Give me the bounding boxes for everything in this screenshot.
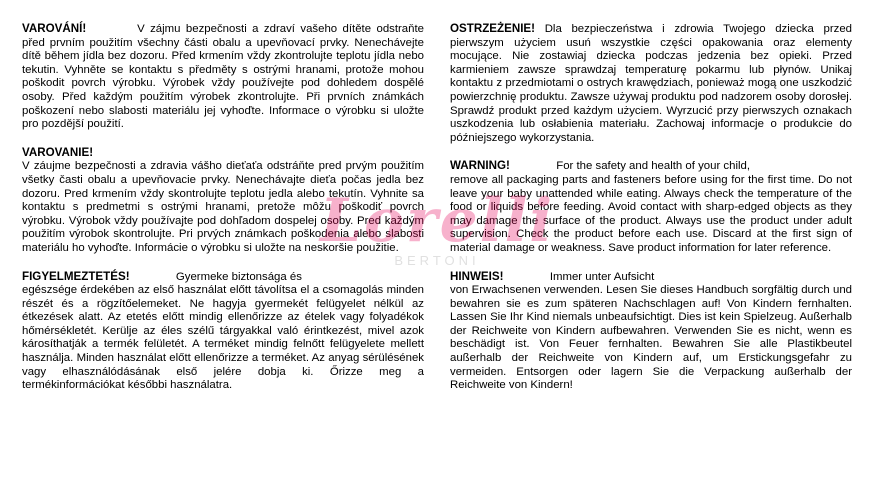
two-column-layout xyxy=(22,22,852,484)
warning-body-prefix-hu: Gyermeke biztonsága és xyxy=(175,270,302,283)
warning-body-hu: egészsége érdekében az első használat előtt távolítsa el a csomagolás minden részét és a rögzítőelemeket. Ne hagyja gyermekét felügyelet nélkül az étkezések alatt. Az etetés előtt mindig ellenőrizze az ételek vagy folyadékok hőmérsékletét. Kerülje az éles szélű tárgyakkal való érintkezést, mivel azok károsíthatják a termék felületét. A terméket mindig felnőtt felügyelete mellett használja. Minden használat előtt ellenőrizze a terméket. Az anyag sérülésének vagy elhasználódásának első jelére dobja ki. Őrizze meg a termékinformációkat későbbi használatra. xyxy=(22,284,424,392)
warning-body-sk: V záujme bezpečnosti a zdravia vášho dieťaťa odstráňte pred prvým použitím všetky časti obalu a upevňovacie prvky. Nenechávajte dieťa počas jedla bez dozoru. Pred krmením vždy skontrolujte teplotu jedla alebo tekutín. Vyhnite sa kontaktu s predmetmi s ostrými hranami, pretože môžu poškodiť povrch výrobku. Výrobok vždy používajte pod dohľadom dospelej osoby. Pred každým použitím výrobok skontrolujte. Pri prvých známkach poškodenia alebo slabosti materiálu ho vyhoďte. Informácie o výrobku si uložte na neskoršie použitie. xyxy=(22,160,424,254)
warning-block-pl xyxy=(450,22,852,145)
warning-block-hu xyxy=(22,270,424,393)
warning-body-pl: Dla bezpieczeństwa i zdrowia Twojego dziecka przed pierwszym użyciem usuń wszystkie części opakowania oraz elementy mocujące. Nie zostawiaj dziecka podczas jedzenia bez opieki. Przed karmieniem zawsze sprawdzaj temperaturę pokarmu lub płynów. Unikaj kontaktu z przedmiotami o ostrych krawędziach, ponieważ mogą one uszkodzić powierzchnię produktu. Zawsze używaj produktu pod nadzorem osoby dorosłej. Sprawdź produkt przed każdym użyciem. Wyrzucić przy pierwszych oznakach uszkodzenia lub osłabienia materiału. Zachowaj informacje o produkcie do późniejszego wykorzystania. xyxy=(450,23,852,144)
warning-heading-cs: VAROVÁNÍ! xyxy=(22,22,87,35)
warning-block-en xyxy=(450,159,852,255)
warning-block-sk xyxy=(22,146,424,256)
warning-body-prefix-en: For the safety and health of your child, xyxy=(556,160,751,173)
warning-body-de: von Erwachsenen verwenden. Lesen Sie dieses Handbuch sorgfältig durch und bewahren sie es zum späteren Nachschlagen auf! Von Kindern fernhalten. Lassen Sie Ihr Kind niemals unbeaufsichtigt. Dies ist kein Spielzeug. Außerhalb der Reichweite von Kindern aufbewahren. Verwenden Sie es nicht, wenn es beschädigt ist. Von Feuer fernhalten. Bewahren Sie alle Plastikbeutel außerhalb der Reichweite von Kindern auf, um Erstickungsgefahr zu vermeiden. Entsorgen oder lagern Sie die Verpackung außerhalb der Reichweite von Kindern! xyxy=(450,284,852,392)
warning-body-en: remove all packaging parts and fasteners before using for the first time. Do not leave your baby unattended while eating. Always check the temperature of the food or liquids before feeding. Avoid contact with sharp-edged objects as they may damage the surface of the product. Always use the product under adult supervision. Check the product before each use. Discard at the first sign of material damage or weakness. Save product information for later reference. xyxy=(450,173,852,254)
warning-block-de xyxy=(450,270,852,393)
right-column xyxy=(450,22,852,484)
watermark-subtext: BERTONI xyxy=(394,252,480,268)
warning-body-cs: V zájmu bezpečnosti a zdraví vašeho dítěte odstraňte před prvním použitím všechny části obalu a upevňovací prvky. Nenechávejte dítě během jídla bez dozoru. Před krmením vždy zkontrolujte teplotu jídla nebo tekutin. Vyhněte se kontaktu s předměty s ostrými hranami, protože mohou poškodit povrch výrobku. Výrobek vždy používejte pod dohledem dospělé osoby. Před každým použitím výrobek zkontrolujte. Při prvních známkách poškození nebo slabosti materiálu jej vyhoďte. Informace o výrobku si uložte pro pozdější použití. xyxy=(22,23,424,131)
warning-heading-de: HINWEIS! xyxy=(450,269,504,283)
warning-heading-en: WARNING! xyxy=(450,159,510,173)
warning-heading-sk: VAROVANIE! xyxy=(22,145,94,159)
warning-block-cs xyxy=(22,22,424,132)
left-column xyxy=(22,22,424,484)
warning-body-prefix-de: Immer unter Aufsicht xyxy=(549,270,655,283)
warning-heading-pl: OSTRZEŻENIE! xyxy=(450,22,536,35)
warning-heading-hu: FIGYELMEZTETÉS! xyxy=(22,269,130,283)
watermark-brand-text: Lorelli xyxy=(319,185,555,256)
